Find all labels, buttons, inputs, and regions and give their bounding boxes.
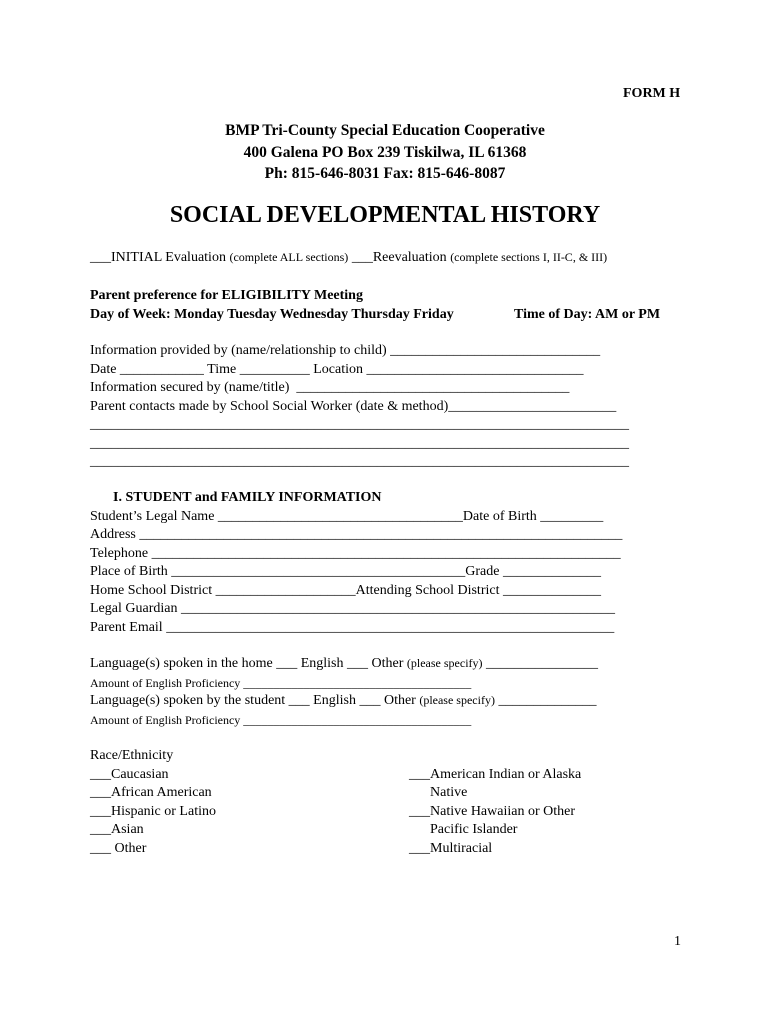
initial-label: INITIAL Evaluation <box>111 250 226 265</box>
page-title: SOCIAL DEVELOPMENTAL HISTORY <box>169 202 601 228</box>
student-language-note: (please specify) <box>419 693 495 707</box>
race-heading: Race/Ethnicity <box>90 748 174 763</box>
student-language-blank: ______________ <box>494 693 597 708</box>
home-language-line[interactable] <box>90 657 598 671</box>
eligibility-time: Time of Day: AM or PM <box>514 307 661 322</box>
race-option-multiracial[interactable]: ___Multiracial <box>409 841 493 856</box>
race-option-hispanic[interactable]: ___Hispanic or Latino <box>90 804 216 819</box>
address-line[interactable]: Address _____________________________________________________________________ <box>90 527 623 542</box>
eligibility-heading: Parent preference for ELIGIBILITY Meeting <box>90 288 363 303</box>
organization-phone: Ph: 815-646-8031 Fax: 815-646-8087 <box>264 165 506 182</box>
telephone-line[interactable]: Telephone ___________________________________________________________________ <box>90 546 621 561</box>
initial-blank[interactable]: ___ <box>90 250 111 265</box>
race-option-caucasian[interactable]: ___Caucasian <box>90 767 169 782</box>
race-option-native-hawaiian-cont: Pacific Islander <box>409 822 518 837</box>
organization-address: 400 Galena PO Box 239 Tiskilwa, IL 61368 <box>243 144 527 161</box>
section-1-heading: I. STUDENT and FAMILY INFORMATION <box>113 490 382 505</box>
form-label: FORM H <box>623 86 681 101</box>
home-language-text: Language(s) spoken in the home ___ English ___ Other <box>90 656 407 671</box>
race-option-native-hawaiian[interactable]: ___Native Hawaiian or Other <box>409 804 575 819</box>
blank-line[interactable]: _____________________________________________________________________________ <box>90 436 629 451</box>
organization-name: BMP Tri-County Special Education Cooperative <box>225 122 545 139</box>
race-option-african-american[interactable]: ___African American <box>90 785 212 800</box>
english-proficiency-line-2[interactable]: Amount of English Proficiency ______________________________________ <box>90 713 472 727</box>
info-provided-line[interactable]: Information provided by (name/relationship to child) ______________________________ <box>90 343 601 358</box>
english-proficiency-line-1[interactable]: Amount of English Proficiency ______________________________________ <box>90 676 472 690</box>
home-language-note: (please specify) <box>406 656 483 670</box>
student-legal-name-line[interactable]: Student’s Legal Name ___________________________________Date of Birth _________ <box>90 509 604 524</box>
race-option-american-indian-cont: Native <box>409 785 468 800</box>
legal-guardian-line[interactable]: Legal Guardian ______________________________________________________________ <box>90 601 615 616</box>
place-of-birth-line[interactable]: Place of Birth __________________________________________Grade ______________ <box>90 564 601 579</box>
reeval-blank[interactable]: ___ <box>351 250 373 265</box>
school-district-line[interactable]: Home School District ____________________Attending School District ______________ <box>90 583 601 598</box>
home-language-blank: ________________ <box>482 656 599 671</box>
initial-note: (complete ALL sections) <box>229 250 349 264</box>
blank-line[interactable]: _____________________________________________________________________________ <box>90 454 629 469</box>
reeval-note: (complete sections I, II-C, & III) <box>450 250 608 264</box>
info-secured-line[interactable]: Information secured by (name/title) _______________________________________ <box>90 380 570 395</box>
evaluation-line <box>90 251 607 265</box>
parent-contacts-line[interactable]: Parent contacts made by School Social Worker (date & method)________________________ <box>90 399 617 414</box>
race-option-other[interactable]: ___ Other <box>90 841 147 856</box>
date-time-location-line[interactable]: Date ____________ Time __________ Location _______________________________ <box>90 362 584 377</box>
page-number: 1 <box>674 934 681 949</box>
race-option-asian[interactable]: ___Asian <box>90 822 144 837</box>
eligibility-days: Day of Week: Monday Tuesday Wednesday Thursday Friday <box>90 307 454 322</box>
parent-email-line[interactable]: Parent Email ________________________________________________________________ <box>90 620 615 635</box>
blank-line[interactable]: _____________________________________________________________________________ <box>90 417 629 432</box>
race-option-american-indian[interactable]: ___American Indian or Alaska <box>409 767 582 782</box>
student-language-text: Language(s) spoken by the student ___ English ___ Other <box>90 693 420 708</box>
student-language-line[interactable] <box>90 694 596 708</box>
reeval-label: Reevaluation <box>372 250 447 265</box>
